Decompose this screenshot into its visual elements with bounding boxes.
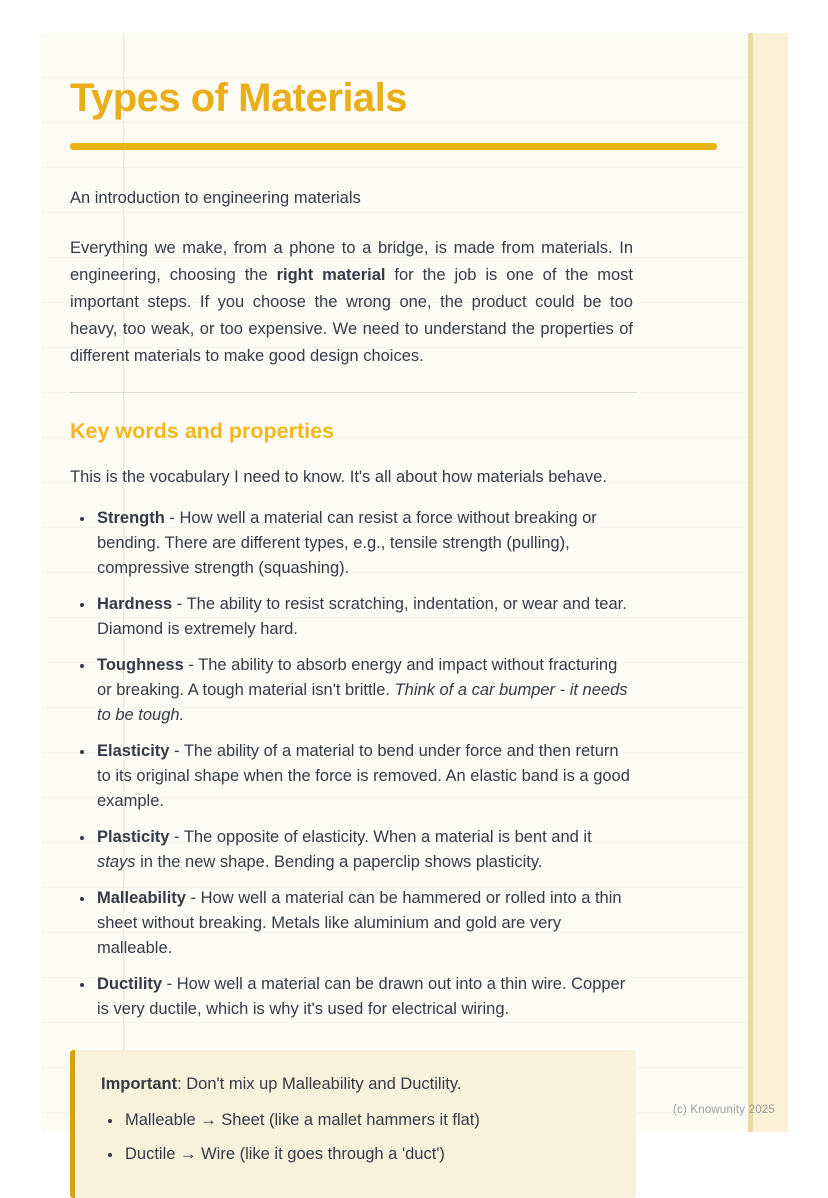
callout-list xyxy=(101,1108,610,1167)
keyword-item-segment: Elasticity xyxy=(97,742,170,760)
callout-heading-bold: Important xyxy=(101,1075,178,1093)
keyword-item xyxy=(95,825,633,875)
keyword-item-segment: Hardness xyxy=(97,595,173,613)
section-heading: Key words and properties xyxy=(70,419,335,443)
section-lead-text: This is the vocabulary I need to know. It's all about how materials behave. xyxy=(70,468,607,486)
keyword-item-segment: Toughness xyxy=(97,656,184,674)
document-content xyxy=(70,33,633,1198)
keyword-item xyxy=(95,739,633,814)
keyword-item-segment: stays xyxy=(97,853,136,871)
keyword-item xyxy=(95,972,633,1022)
keyword-item-segment: in the new shape. Bending a paperclip shows plasticity. xyxy=(135,853,543,871)
keyword-item-segment: - The ability to resist scratching, indentation, or wear and tear. Diamond is extremely hard. xyxy=(97,595,627,638)
page-title: Types of Materials xyxy=(70,76,408,120)
keyword-list xyxy=(70,506,633,1022)
keyword-item-segment: - The ability of a material to bend under force and then return to its original shape when the force is removed. An elastic band is a good example. xyxy=(97,742,630,810)
intro-paragraph xyxy=(70,235,633,370)
keyword-item-segment: Ductility xyxy=(97,975,163,993)
keyword-item xyxy=(95,506,633,581)
intro-bold-phrase: right material xyxy=(276,266,386,284)
keyword-item xyxy=(95,592,633,642)
notebook-right-strip xyxy=(753,33,788,1132)
title-underline-rule xyxy=(70,143,717,150)
keyword-item-segment: - The ability to absorb energy and impact without fracturing or breaking. A tough material isn't brittle. xyxy=(97,656,618,699)
copyright-watermark: (c) Knowunity 2025 xyxy=(672,1104,775,1116)
document-page xyxy=(41,33,788,1163)
notebook-right-margin-line xyxy=(748,33,753,1132)
keyword-item xyxy=(95,886,633,961)
keyword-item-segment: Think of a car bumper - it needs to be tough. xyxy=(97,681,628,724)
keyword-item-segment: Malleability xyxy=(97,889,186,907)
keyword-item-segment: Strength xyxy=(97,509,165,527)
keyword-item xyxy=(95,653,633,728)
keyword-item-segment: - The opposite of elasticity. When a material is bent and it xyxy=(169,828,592,846)
important-callout xyxy=(70,1050,636,1198)
keyword-item-segment: - How well a material can be drawn out into a thin wire. Copper is very ductile, which is why it's used for electrical wiring. xyxy=(97,975,626,1018)
section-divider xyxy=(70,392,637,393)
intro-text-start: Everything we make, from a phone to a bridge, is made from materials. In engineering, choosing the xyxy=(70,239,633,284)
keyword-item-segment: - How well a material can be hammered or rolled into a thin sheet without breaking. Metals like aluminium and gold are very malleable. xyxy=(97,889,622,957)
intro-text-end: for the job is one of the most important steps. If you choose the wrong one, the product could be too heavy, too weak, or too expensive. We need to understand the properties of different materials to make good design choices. xyxy=(70,266,633,365)
callout-heading-rest: : Don't mix up Malleability and Ductility. xyxy=(177,1075,462,1093)
keyword-item-segment: - How well a material can resist a force without breaking or bending. There are different types, e.g., tensile strength (pulling), compressive strength (squashing). xyxy=(97,509,597,577)
callout-item: • Ductile → Wire (like it goes through a 'duct') xyxy=(123,1142,610,1167)
document-subtitle: An introduction to engineering materials xyxy=(70,189,361,207)
keyword-item-segment: Plasticity xyxy=(97,828,170,846)
callout-item: • Malleable → Sheet (like a mallet hammers it flat) xyxy=(123,1108,610,1133)
callout-heading xyxy=(101,1073,610,1095)
